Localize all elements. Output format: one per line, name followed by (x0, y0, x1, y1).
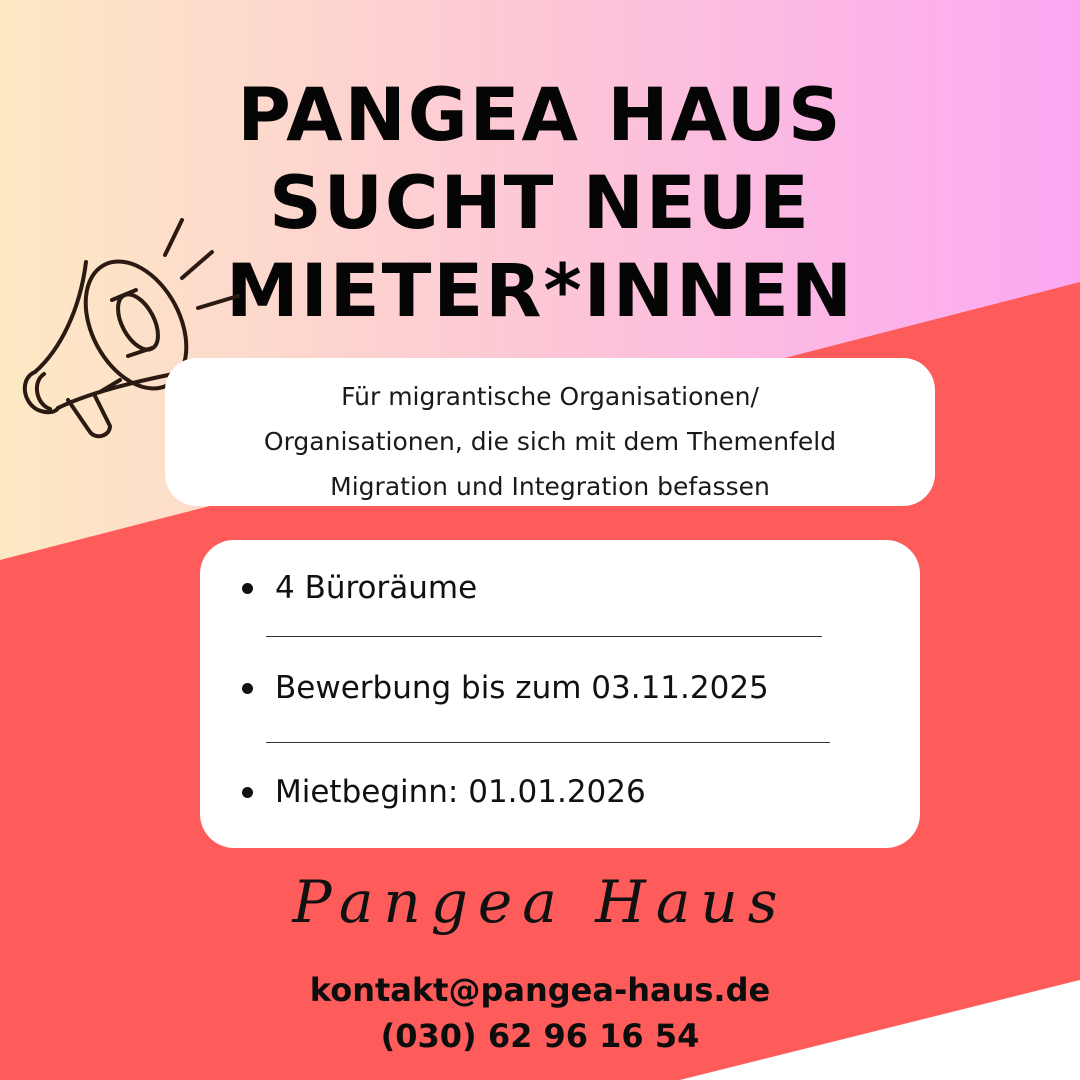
fact-label: Bewerbung bis zum 03.11.2025 (275, 670, 769, 706)
fact-item-deadline (275, 668, 769, 708)
title-line-3: MIETER*INNEN (225, 249, 855, 334)
target-audience-line-3: Migration und Integration befassen (330, 472, 770, 501)
divider (266, 636, 822, 637)
divider (266, 742, 830, 743)
bullet-dot-icon (242, 583, 253, 594)
fact-label: 4 Büroräume (275, 570, 478, 606)
fact-item-rooms (275, 568, 477, 608)
title-line-1: PANGEA HAUS (237, 73, 843, 158)
target-audience-box (165, 358, 935, 506)
contact-email[interactable]: kontakt@pangea-haus.de (309, 971, 771, 1009)
bullet-dot-icon (242, 787, 253, 798)
facts-box (200, 540, 920, 848)
target-audience-line-1: Für migrantische Organisationen/ (341, 382, 759, 411)
contact-phone[interactable]: (030) 62 96 16 54 (380, 1017, 700, 1055)
title-line-2: SUCHT NEUE (269, 161, 811, 246)
fact-item-start (275, 772, 646, 812)
signature-logo: Pangea Haus (292, 868, 788, 936)
bullet-dot-icon (242, 683, 253, 694)
fact-label: Mietbeginn: 01.01.2026 (275, 774, 646, 810)
target-audience-line-2: Organisationen, die sich mit dem Themenfeld (263, 427, 837, 456)
